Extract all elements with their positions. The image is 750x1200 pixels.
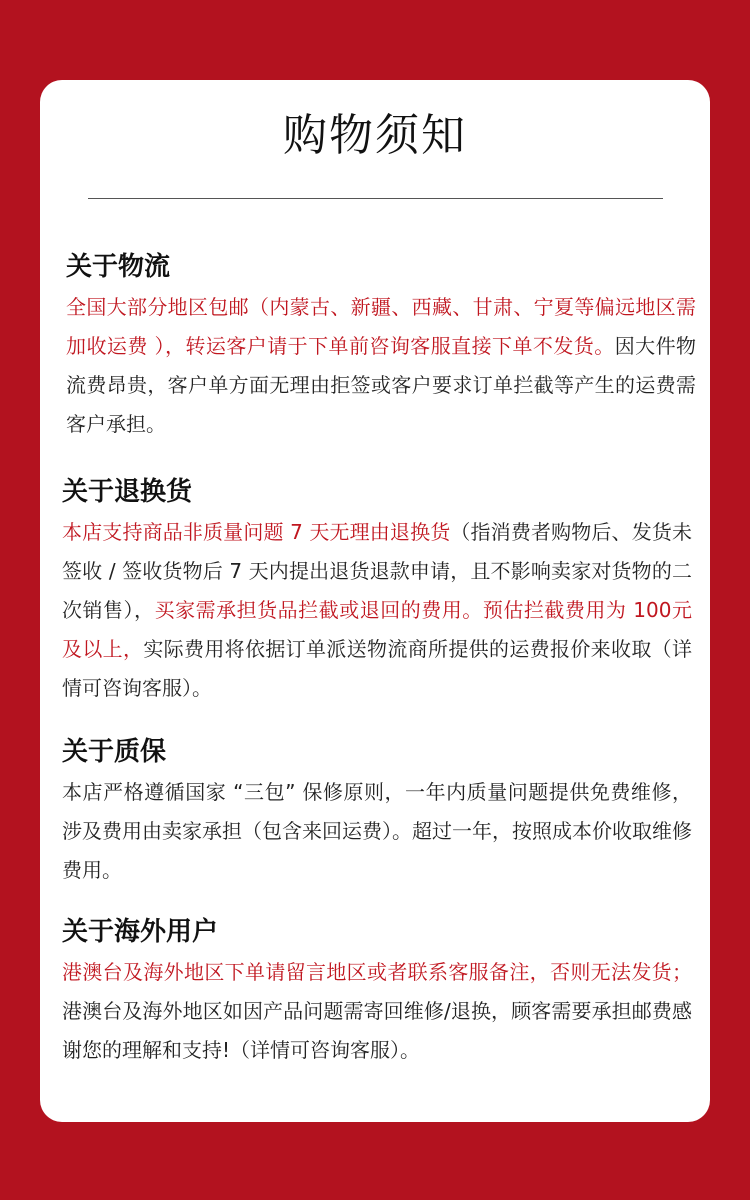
section-text-logistics — [66, 288, 696, 444]
section-heading-overseas: 关于海外用户 — [62, 917, 219, 947]
section-logistics — [66, 250, 696, 444]
section-text-overseas — [62, 953, 692, 1070]
section-returns — [62, 475, 692, 708]
shopping-notice-card — [40, 80, 710, 1122]
section-text-warranty — [62, 773, 692, 890]
returns-body-1: （指消费者购物后、发货未签收 / 签收货物后 7 天内提出退货退款申请，且不影响卖家对货物的二次销售）， — [62, 520, 692, 622]
logistics-highlight: 全国大部分地区包邮（内蒙古、新疆、西藏、甘肃、宁夏等偏远地区需加收运费 ），转运客户请于下单前咨询客服直接下单不发货。 — [66, 295, 696, 358]
returns-highlight-2: 买家需承担货品拦截或退回的费用。预估拦截费用为 100元及以上， — [62, 598, 692, 661]
warranty-body: 本店严格遵循国家 “三包” 保修原则，一年内质量问题提供免费维修，涉及费用由卖家承担（包含来回运费）。超过一年，按照成本价收取维修费用。 — [62, 780, 692, 882]
page-title: 购物须知 — [283, 110, 467, 161]
returns-body-2: 实际费用将依据订单派送物流商所提供的运费报价来收取（详情可咨询客服）。 — [62, 637, 693, 700]
overseas-highlight: 港澳台及海外地区下单请留言地区或者联系客服备注，否则无法发货； — [62, 960, 692, 984]
section-heading-warranty: 关于质保 — [62, 737, 167, 767]
returns-highlight-1: 本店支持商品非质量问题 7 天无理由退换货 — [62, 520, 451, 544]
section-text-returns — [62, 513, 692, 708]
section-heading-returns: 关于退换货 — [62, 477, 193, 507]
title-divider — [88, 198, 663, 199]
section-heading-logistics: 关于物流 — [66, 252, 171, 282]
overseas-body: 港澳台及海外地区如因产品问题需寄回维修/退换，顾客需要承担邮费感谢您的理解和支持!（详情可咨询客服）。 — [62, 999, 692, 1062]
section-warranty — [62, 735, 692, 890]
logistics-body: 因大件物流费昂贵，客户单方面无理由拒签或客户要求订单拦截等产生的运费需客户承担。 — [66, 334, 697, 436]
section-overseas — [62, 915, 692, 1070]
